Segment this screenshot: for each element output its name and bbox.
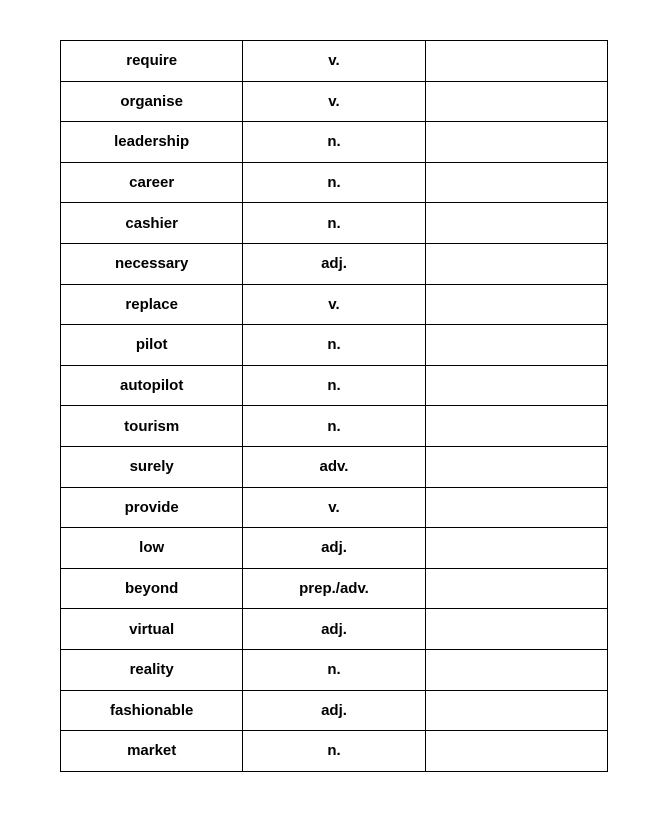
part-of-speech-cell: n. <box>243 325 425 366</box>
word-cell: provide <box>61 487 243 528</box>
word-cell: virtual <box>61 609 243 650</box>
part-of-speech-cell: v. <box>243 284 425 325</box>
meaning-cell <box>425 487 607 528</box>
table-row <box>61 243 608 284</box>
word-cell: career <box>61 162 243 203</box>
word-cell: pilot <box>61 325 243 366</box>
part-of-speech-cell: adv. <box>243 446 425 487</box>
meaning-cell <box>425 243 607 284</box>
meaning-cell <box>425 365 607 406</box>
part-of-speech-cell: v. <box>243 81 425 122</box>
table-row <box>61 122 608 163</box>
meaning-cell <box>425 690 607 731</box>
word-cell: replace <box>61 284 243 325</box>
word-cell: low <box>61 528 243 569</box>
word-cell: leadership <box>61 122 243 163</box>
word-cell: fashionable <box>61 690 243 731</box>
part-of-speech-cell: adj. <box>243 243 425 284</box>
part-of-speech-cell: n. <box>243 731 425 772</box>
word-cell: tourism <box>61 406 243 447</box>
table-row <box>61 284 608 325</box>
word-cell: autopilot <box>61 365 243 406</box>
meaning-cell <box>425 609 607 650</box>
part-of-speech-cell: n. <box>243 365 425 406</box>
table-row <box>61 81 608 122</box>
meaning-cell <box>425 568 607 609</box>
meaning-cell <box>425 528 607 569</box>
part-of-speech-cell: n. <box>243 649 425 690</box>
meaning-cell <box>425 203 607 244</box>
word-cell: surely <box>61 446 243 487</box>
word-cell: beyond <box>61 568 243 609</box>
table-row <box>61 203 608 244</box>
meaning-cell <box>425 649 607 690</box>
word-cell: market <box>61 731 243 772</box>
part-of-speech-cell: n. <box>243 162 425 203</box>
part-of-speech-cell: prep./adv. <box>243 568 425 609</box>
meaning-cell <box>425 731 607 772</box>
table-row <box>61 487 608 528</box>
part-of-speech-cell: adj. <box>243 528 425 569</box>
table-row <box>61 568 608 609</box>
part-of-speech-cell: v. <box>243 41 425 82</box>
meaning-cell <box>425 284 607 325</box>
word-cell: organise <box>61 81 243 122</box>
table-row <box>61 406 608 447</box>
part-of-speech-cell: n. <box>243 203 425 244</box>
table-row <box>61 162 608 203</box>
meaning-cell <box>425 406 607 447</box>
table-row <box>61 690 608 731</box>
part-of-speech-cell: adj. <box>243 609 425 650</box>
table-row <box>61 365 608 406</box>
table-row <box>61 41 608 82</box>
table-row <box>61 731 608 772</box>
table-row <box>61 446 608 487</box>
word-cell: require <box>61 41 243 82</box>
word-cell: necessary <box>61 243 243 284</box>
part-of-speech-cell: n. <box>243 406 425 447</box>
meaning-cell <box>425 162 607 203</box>
meaning-cell <box>425 81 607 122</box>
meaning-cell <box>425 325 607 366</box>
table-row <box>61 649 608 690</box>
vocabulary-table <box>60 40 608 772</box>
part-of-speech-cell: v. <box>243 487 425 528</box>
table-row <box>61 325 608 366</box>
table-row <box>61 609 608 650</box>
part-of-speech-cell: n. <box>243 122 425 163</box>
part-of-speech-cell: adj. <box>243 690 425 731</box>
meaning-cell <box>425 41 607 82</box>
meaning-cell <box>425 122 607 163</box>
table-row <box>61 528 608 569</box>
word-cell: cashier <box>61 203 243 244</box>
word-cell: reality <box>61 649 243 690</box>
meaning-cell <box>425 446 607 487</box>
